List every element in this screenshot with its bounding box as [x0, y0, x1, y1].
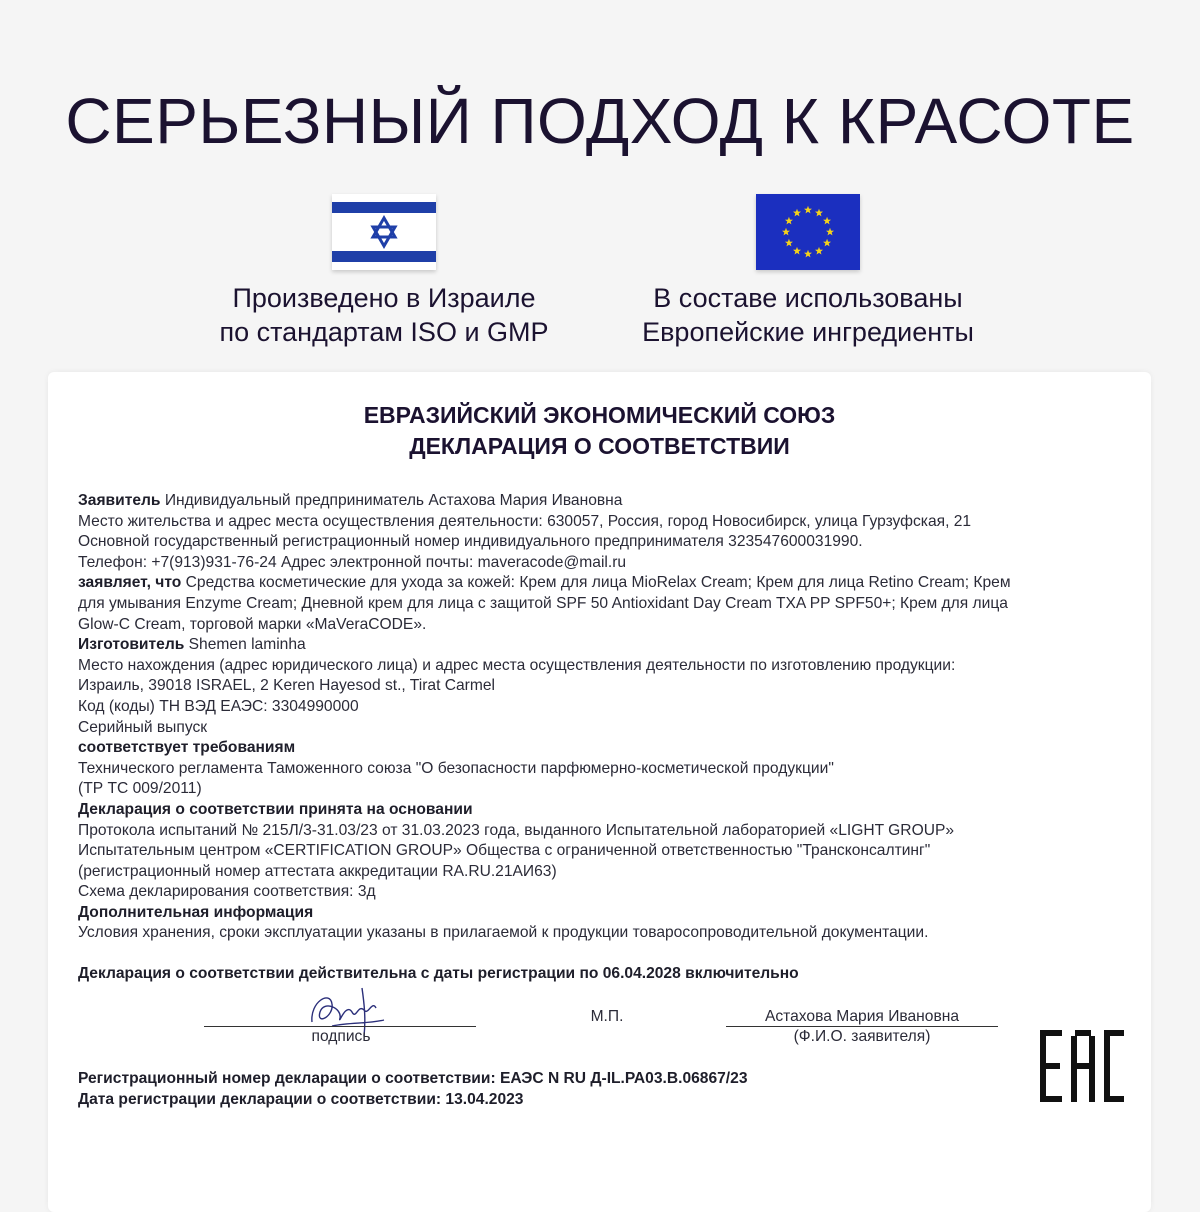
declares-label: заявляет, что [78, 574, 182, 592]
applicant-value: Индивидуальный предприниматель Астахова Мария Ивановна [160, 492, 623, 509]
declaration-scheme: Схема декларирования соответствия: 3д [78, 883, 376, 901]
applicant-address: Место жительства и адрес места осуществления деятельности: 630057, Россия, город Новосибирск, улица Гурзуфская, 21 [78, 512, 972, 530]
declares-value-cont: для умывания Enzyme Cream; Дневной крем для лица с защитой SPF 50 Antioxidant Day Cream TXA PP SPF50+; Крем для лица [78, 594, 1008, 612]
manufacturer-address: Израиль, 39018 ISRAEL, 2 Keren Hayesod st., Tirat Carmel [78, 677, 495, 695]
basis-protocol: Протокола испытаний № 215Л/3-31.03/23 от 31.03.2023 года, выданного Испытательной лабораторией «LIGHT GROUP» [78, 821, 955, 839]
validity-statement: Декларация о соответствии действительна с даты регистрации по 06.04.2028 включительно [78, 965, 799, 983]
declares-value: Средства косметические для ухода за кожей: Крем для лица MioRelax Cream; Крем для лица Retino Cream; Крем [181, 574, 1011, 592]
basis-label: Декларация о соответствии принята на основании [78, 800, 473, 818]
eac-mark-icon [1038, 1028, 1126, 1104]
declaration-title [48, 400, 1151, 462]
applicant-line [78, 491, 1138, 512]
eu-flag-icon [756, 194, 860, 270]
title-line-1: ЕВРАЗИЙСКИЙ ЭКОНОМИЧЕСКИЙ СОЮЗ [363, 402, 836, 428]
basis-accreditation: (регистрационный номер аттестата аккредитации RA.RU.21АИ63) [78, 862, 557, 880]
regulation-name: Технического регламента Таможенного союза "О безопасности парфюмерно-косметической продукции" [78, 759, 834, 777]
signature-label: подпись [311, 1028, 371, 1045]
manufacturer-label: Изготовитель [78, 636, 185, 654]
extra-info-value: Условия хранения, сроки эксплуатации указаны в прилагаемой к продукции товаросопроводительной документации. [78, 924, 929, 942]
basis-center: Испытательным центром «CERTIFICATION GROUP» Общества с ограниченной ответственностью "Трансконсалтинг" [78, 842, 931, 860]
declares-value-end: Glow-C Cream, торговой марки «MaVeraCODE». [78, 615, 427, 633]
signature-area [48, 982, 1151, 1052]
applicant-name: Астахова Мария Ивановна [764, 1008, 960, 1025]
applicant-name-label: (Ф.И.О. заявителя) [793, 1028, 931, 1045]
israel-badge [184, 194, 584, 349]
applicant-name-line [726, 1026, 998, 1027]
eu-badge [608, 194, 1008, 349]
eu-badge-line2: Европейские ингредиенты [642, 317, 974, 347]
israel-badge-line1: Произведено в Израиле [232, 283, 536, 313]
stamp-label: М.П. [590, 1008, 624, 1025]
declaration-body [78, 491, 1138, 985]
registration-info [78, 1068, 748, 1110]
regulation-code: (ТР ТС 009/2011) [78, 780, 202, 798]
title-line-2: ДЕКЛАРАЦИЯ О СООТВЕТСТВИИ [409, 433, 790, 459]
manufacturer-line [78, 635, 1138, 656]
tn-ved-code: Код (коды) ТН ВЭД ЕАЭС: 3304990000 [78, 697, 359, 715]
israel-badge-line2: по стандартам ISO и GMP [219, 317, 549, 347]
eu-badge-line1: В составе использованы [653, 283, 963, 313]
signature-line [204, 1026, 476, 1027]
israel-flag-icon [332, 194, 436, 270]
page-headline: СЕРЬЕЗНЫЙ ПОДХОД К КРАСОТЕ [65, 85, 1135, 157]
declaration-document [48, 372, 1151, 1212]
extra-info-label: Дополнительная информация [78, 903, 314, 921]
manufacturer-value: Shemen laminha [184, 636, 306, 654]
declares-line [78, 573, 1138, 594]
serial-production: Серийный выпуск [78, 718, 208, 736]
applicant-ogrn: Основной государственный регистрационный номер индивидуального предпринимателя 323547600031990. [78, 533, 863, 551]
registration-number: Регистрационный номер декларации о соответствии: ЕАЭС N RU Д-IL.РА03.В.06867/23 [78, 1070, 748, 1087]
registration-date: Дата регистрации декларации о соответствии: 13.04.2023 [78, 1091, 524, 1108]
complies-label: соответствует требованиям [78, 739, 296, 757]
applicant-contact: Телефон: +7(913)931-76-24 Адрес электронной почты: maveracode@mail.ru [78, 553, 627, 571]
applicant-label: Заявитель [78, 492, 161, 509]
manufacturer-address-label: Место нахождения (адрес юридического лица) и адрес места осуществления деятельности по изготовлению продукции: [78, 656, 956, 674]
